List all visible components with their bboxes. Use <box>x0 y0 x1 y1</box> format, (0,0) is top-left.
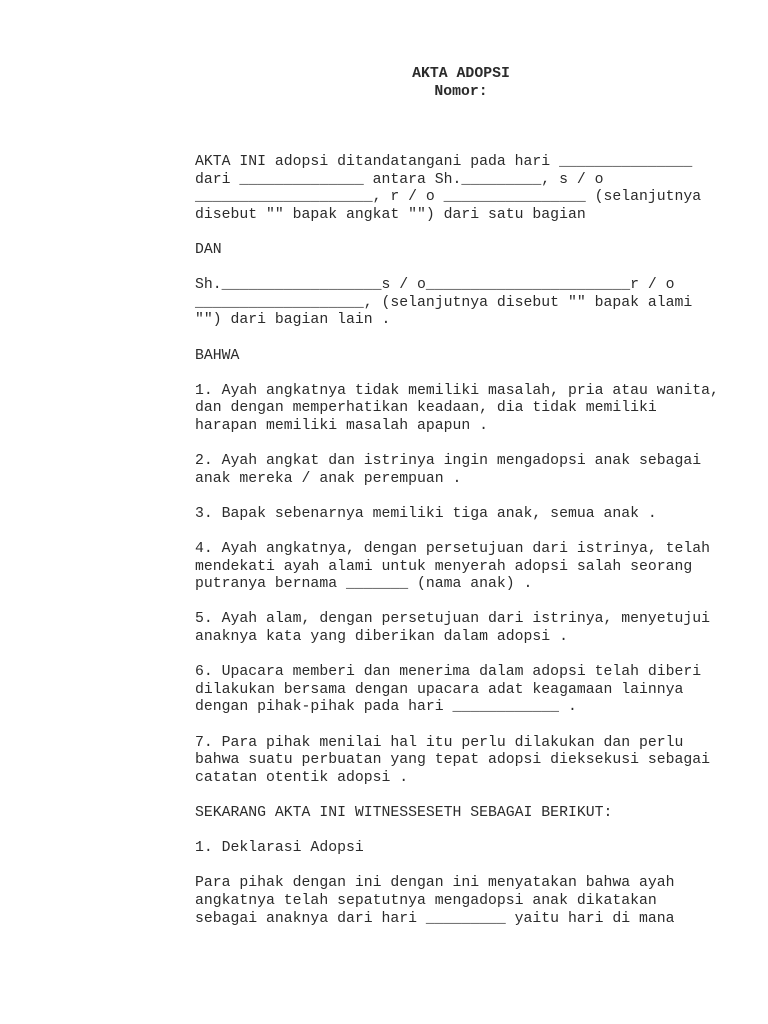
bahwa-heading: BAHWA <box>195 347 240 364</box>
recital-6: 6. Upacara memberi dan menerima dalam adopsi telah diberi dilakukan bersama dengan upacara adat keagamaan lainnya dengan pihak-pihak pada hari ____________ . <box>195 664 702 716</box>
witnesseth-heading: SEKARANG AKTA INI WITNESSESETH SEBAGAI BERIKUT: <box>195 804 613 821</box>
recital-2: 2. Ayah angkat dan istrinya ingin mengadopsi anak sebagai anak mereka / anak perempuan . <box>195 453 702 487</box>
opening-paragraph: AKTA INI adopsi ditandatangani pada hari _______________ dari ______________ antara Sh._________, s / o ____________________, r / o ________________ (selanjutnya disebut "" bapak angkat "") dari satu bagian <box>195 154 702 223</box>
document-header <box>195 65 727 101</box>
recital-5: 5. Ayah alam, dengan persetujuan dari istrinya, menyetujui anaknya kata yang diberikan dalam adopsi . <box>195 611 711 646</box>
declaration-paragraph: Para pihak dengan ini dengan ini menyatakan bahwa ayah angkatnya telah sepatutnya mengadopsi anak dikatakan sebagai anaknya dari hari _________ yaitu hari di mana <box>195 875 675 927</box>
document-title: AKTA ADOPSI <box>412 66 510 82</box>
recital-3: 3. Bapak sebenarnya memiliki tiga anak, semua anak . <box>195 505 657 522</box>
section-heading-declaration: 1. Deklarasi Adopsi <box>195 840 364 857</box>
recital-4: 4. Ayah angkatnya, dengan persetujuan dari istrinya, telah mendekati ayah alami untuk menyerah adopsi salah seorang putranya bernama _______ (nama anak) . <box>195 541 711 593</box>
second-party-paragraph: Sh.__________________s / o_______________________r / o ___________________, (selanjutnya disebut "" bapak alami "") dari bagian lain . <box>195 277 693 329</box>
document-page <box>195 63 755 946</box>
recital-1: 1. Ayah angkatnya tidak memiliki masalah, pria atau wanita, dan dengan memperhatikan keadaan, dia tidak memiliki harapan memiliki masalah apapun . <box>195 382 719 434</box>
conjunction-dan: DAN <box>195 241 222 258</box>
document-body <box>195 154 755 928</box>
recital-7: 7. Para pihak menilai hal itu perlu dilakukan dan perlu bahwa suatu perbuatan yang tepat adopsi dieksekusi sebagai catatan otentik adopsi . <box>195 734 711 786</box>
document-number-label: Nomor: <box>434 84 488 100</box>
